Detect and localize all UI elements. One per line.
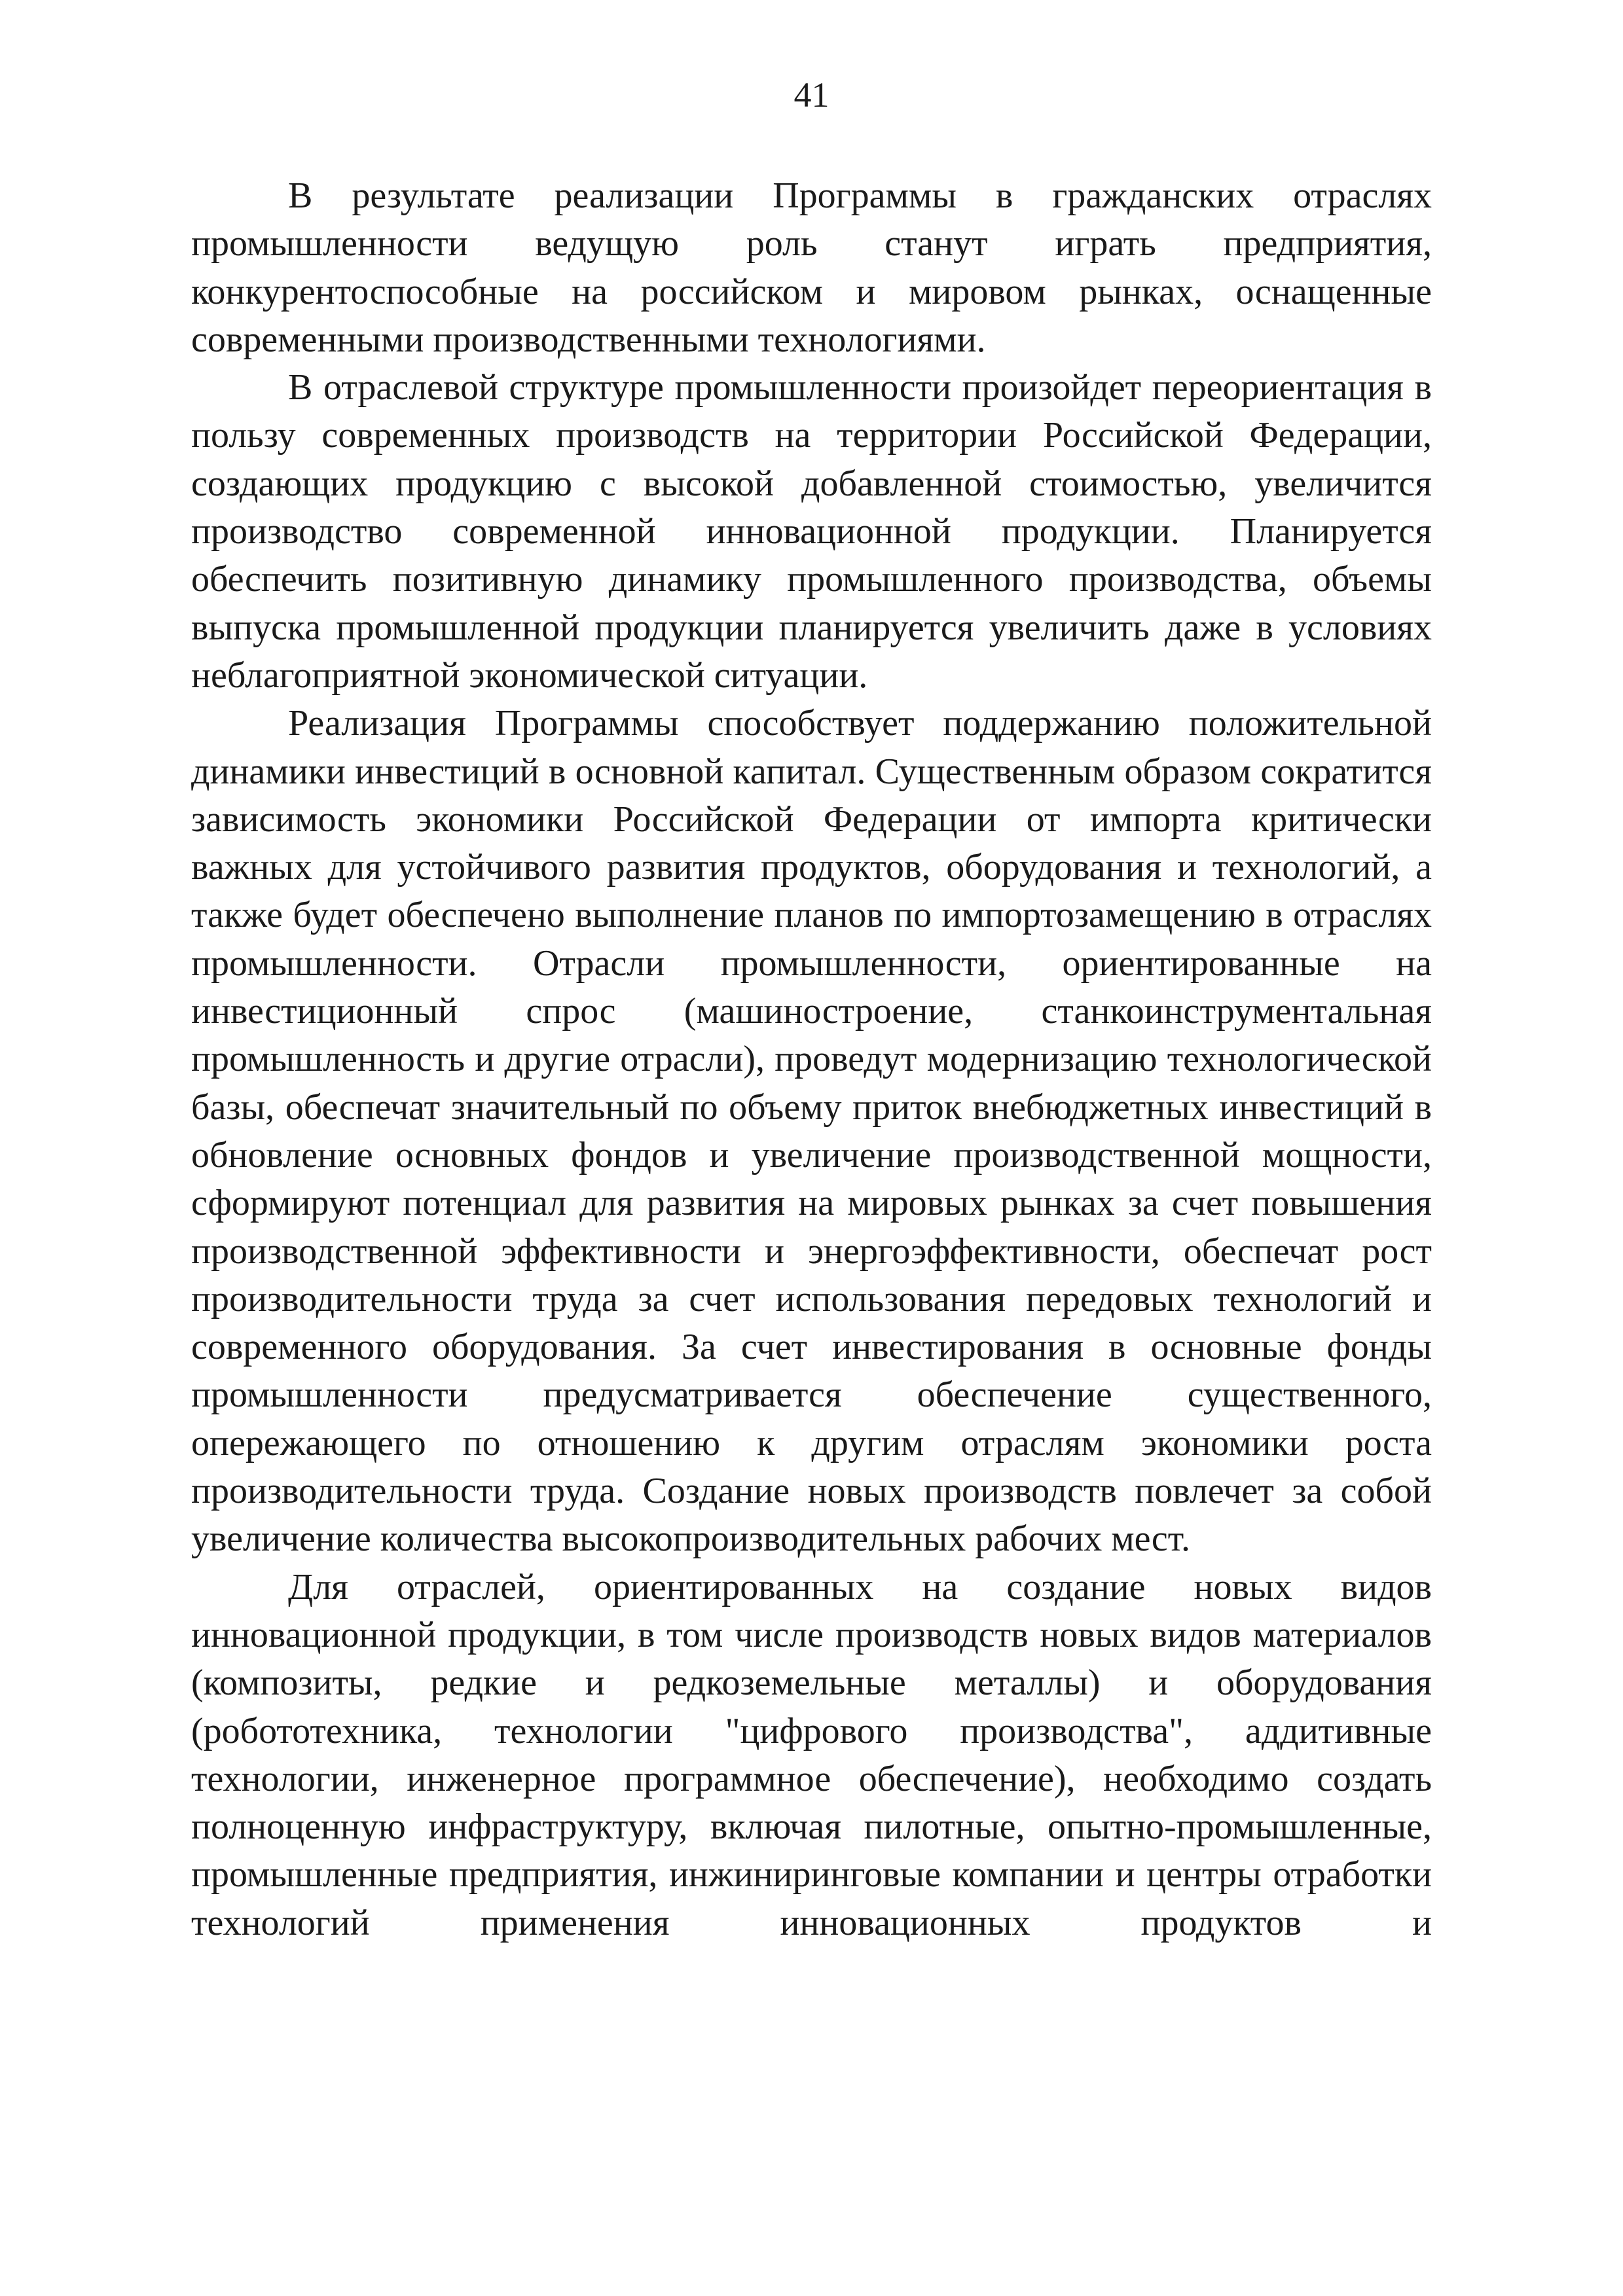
paragraph-4: Для отраслей, ориентированных на создание новых видов инновационной продукции, в том числе производств новых видов материалов (композиты, редкие и редкоземельные металлы) и оборудования (робототехника, технологии "цифрового производства", аддитивные технологии, инженерное программное обеспечение), необходимо создать полноценную инфраструктуру, включая пилотные, опытно-промышленные, промышленные предприятия, инжиниринговые компании и центры отработки технологий применения инновационных продуктов и (191, 1566, 1432, 1943)
page-body (191, 172, 1432, 1947)
paragraph-3: Реализация Программы способствует поддержанию положительной динамики инвестиций в основной капитал. Существенным образом сократится зависимость экономики Российской Федерации от импорта критически важных для устойчивого развития продуктов, оборудования и технологий, а также будет обеспечено выполнение планов по импортозамещению в отраслях промышленности. Отрасли промышленности, ориентированные на инвестиционный спрос (машиностроение, станкоинструментальная промышленность и другие отрасли), проведут модернизацию технологической базы, обеспечат значительный по объему приток внебюджетных инвестиций в обновление основных фондов и увеличение производственной мощности, сформируют потенциал для развития на мировых рынках за счет повышения производственной эффективности и энергоэффективности, обеспечат рост производительности труда за счет использования передовых технологий и современного оборудования. За счет инвестирования в основные фонды промышленности предусматривается обеспечение существенного, опережающего по отношению к другим отраслям экономики роста производительности труда. Создание новых производств повлечет за собой увеличение количества высокопроизводительных рабочих мест. (191, 703, 1432, 1560)
page-number: 41 (793, 75, 830, 115)
paragraph-1: В результате реализации Программы в гражданских отраслях промышленности ведущую роль станут играть предприятия, конкурентоспособные на российском и мировом рынках, оснащенные современными производственными технологиями. (191, 175, 1432, 360)
paragraph-2: В отраслевой структуре промышленности произойдет переориентация в пользу современных производств на территории Российской Федерации, создающих продукцию с высокой добавленной стоимостью, увеличится производство современной инновационной продукции. Планируется обеспечить позитивную динамику промышленного производства, объемы выпуска промышленной продукции планируется увеличить даже в условиях неблагоприятной экономической ситуации. (191, 367, 1432, 696)
